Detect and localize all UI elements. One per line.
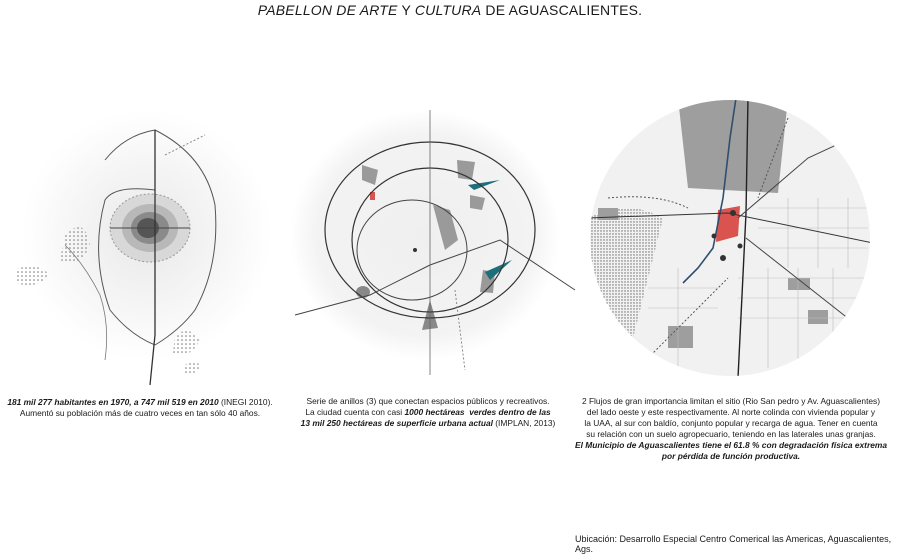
caption-site-line4: su relación con un suelo agropecuario, teniendo en las laterales unas granjas. — [586, 429, 876, 439]
caption-rings — [288, 396, 568, 429]
caption-population-bold: 181 mil 277 habitantes en 1970, a 747 mil 519 en 2010 — [7, 397, 219, 407]
caption-population-line2: Aumentó su población más de cuatro veces en tan sólo 40 años. — [19, 408, 261, 418]
green-space — [356, 286, 370, 298]
title-italic-1: PABELLON DE ARTE — [257, 2, 398, 18]
green-space — [457, 160, 475, 180]
rural-area — [183, 361, 201, 374]
title-plain-y: Y — [397, 2, 415, 18]
caption-site — [567, 396, 895, 462]
caption-site-line1: 2 Flujos de gran importancia limitan el sitio (Rio San pedro y Av. Aguascalientes) — [581, 396, 881, 406]
center-point — [413, 248, 417, 252]
title-italic-2: CULTURA — [414, 2, 482, 18]
caption-site-line6-bold: por pérdida de función productiva. — [661, 451, 801, 461]
caption-rings-line3-rest: (IMPLAN, 2013) — [492, 418, 556, 428]
map-urban-rings — [290, 100, 580, 375]
caption-population-source: (INEGI 2010). — [218, 397, 273, 407]
node-marker — [712, 234, 717, 239]
caption-site-line2: del lado oeste y este respectivamente. Al norte colinda con vivienda popular y — [586, 407, 876, 417]
node-marker — [738, 244, 743, 249]
north-housing — [678, 98, 788, 193]
building-block — [808, 310, 828, 324]
title-plain-rest: DE AGUASCALIENTES. — [481, 2, 643, 18]
map-population-growth — [5, 95, 270, 385]
building-block — [668, 326, 693, 348]
caption-population — [0, 397, 280, 419]
location-footer: Ubicación: Desarrollo Especial Centro Comerical las Americas, Aguascalientes, Ags. — [575, 534, 892, 554]
node-marker — [720, 255, 726, 261]
caption-rings-line1: Serie de anillos (3) que conectan espacios públicos y recreativos. — [306, 396, 550, 406]
map-site-context — [588, 98, 873, 378]
node-marker — [730, 210, 736, 216]
caption-site-line3: la UAA, al sur con baldío, conjunto popular y recarga de agua. Tener en cuenta — [584, 418, 878, 428]
caption-rings-line2-bold: 1000 hectáreas verdes dentro de las — [404, 407, 551, 417]
caption-site-line5-bold: El Municipio de Aguascalientes tiene el 61.8 % con degradación física extrema — [575, 440, 887, 450]
page-title — [0, 2, 900, 18]
caption-rings-line2-pre: La ciudad cuenta con casi — [305, 407, 405, 417]
building-block — [598, 208, 618, 220]
caption-rings-line3-bold: 13 mil 250 hectáreas de superficie urbana actual — [300, 418, 493, 428]
